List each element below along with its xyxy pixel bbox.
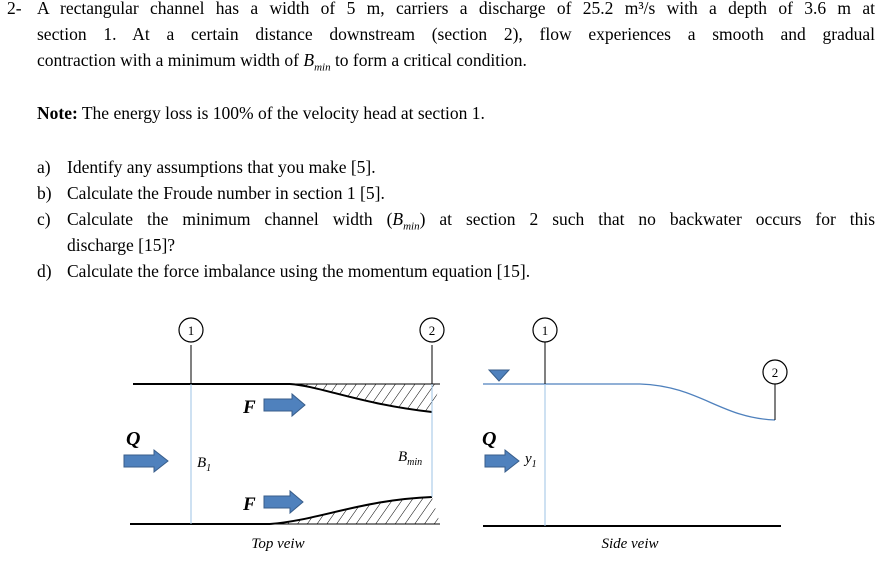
side-section-1-label: 1 — [541, 323, 549, 338]
top-flow-arrow — [124, 450, 168, 472]
bottom-force-arrow — [264, 491, 303, 513]
top-view-caption: Top veiw — [251, 536, 305, 552]
question-b-text: Calculate the Froude number in section 1 [5]. — [67, 183, 385, 203]
question-c-after: ) at section 2 such that no backwater occurs for this — [419, 209, 876, 229]
side-section-2-label: 2 — [771, 365, 779, 380]
problem-line-3-before: contraction with a minimum width of — [37, 50, 304, 70]
question-d-marker: d) — [37, 261, 52, 281]
top-section-1-label: 1 — [187, 323, 195, 338]
question-c-subscript: min — [403, 220, 420, 233]
side-water-surface — [483, 384, 775, 420]
side-view-caption: Side veiw — [601, 536, 659, 552]
question-c-line-2: discharge [15]? — [67, 235, 176, 255]
problem-line-1: A rectangular channel has a width of 5 m, carriers a discharge of 25.2 m³/s with a depth of 3.6 m at — [37, 0, 875, 18]
side-flow-arrow — [485, 450, 519, 472]
question-c-marker: c) — [37, 209, 51, 229]
depth-y1-label — [523, 451, 537, 470]
top-force-label: F — [243, 397, 256, 418]
note-text: The energy loss is 100% of the velocity head at section 1. — [77, 103, 485, 123]
bmin-subscript: min — [314, 61, 331, 74]
width-b1-subscript: 1 — [206, 463, 212, 474]
side-flow-label: Q — [482, 428, 497, 450]
width-bmin-symbol: B — [398, 449, 408, 465]
problem-line-2: section 1. At a certain distance downstream (section 2), flow experiences a smooth and gradual — [37, 24, 875, 44]
note-label: Note: — [37, 103, 78, 123]
problem-number: 2- — [7, 0, 22, 18]
top-force-arrow — [264, 394, 305, 416]
width-b1-label — [197, 455, 211, 474]
question-a-text: Identify any assumptions that you make [5]. — [67, 157, 376, 177]
problem-line-3-after: to form a critical condition. — [330, 50, 527, 70]
question-c-symbol: B — [392, 209, 404, 229]
width-bmin-label — [398, 449, 422, 468]
width-b1-symbol: B — [197, 455, 207, 471]
top-flow-label: Q — [126, 428, 141, 450]
water-surface-triangle-icon — [489, 370, 509, 381]
bmin-symbol: B — [303, 50, 315, 70]
question-d-text: Calculate the force imbalance using the momentum equation [15]. — [67, 261, 531, 281]
question-c-before: Calculate the minimum channel width ( — [67, 209, 393, 229]
width-bmin-subscript: min — [407, 457, 423, 468]
question-a-marker: a) — [37, 157, 51, 177]
depth-y1-symbol: y — [525, 451, 532, 467]
question-b-marker: b) — [37, 183, 52, 203]
depth-y1-subscript: 1 — [531, 459, 537, 470]
top-section-2-label: 2 — [428, 323, 436, 338]
bottom-force-label: F — [243, 494, 256, 515]
